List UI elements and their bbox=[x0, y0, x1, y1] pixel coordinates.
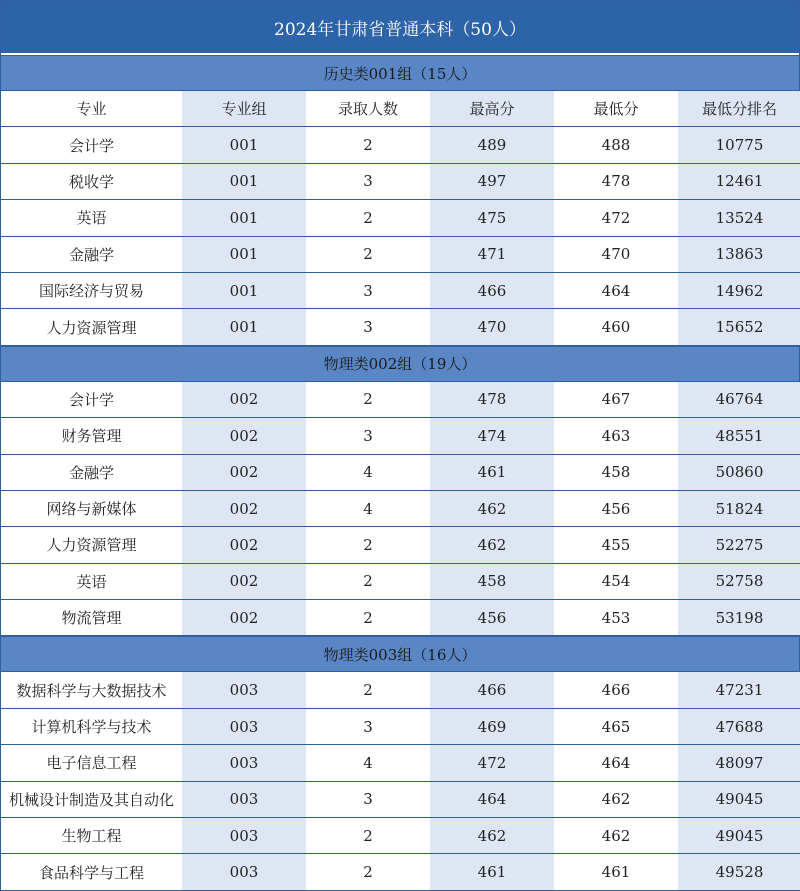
cell-min-rank: 49528 bbox=[678, 854, 800, 889]
cell-min-score: 470 bbox=[601, 245, 631, 264]
cell-major: 会计学 bbox=[68, 390, 114, 409]
cell-min-score: 454 bbox=[601, 572, 631, 591]
column-header-min-rank: 最低分排名 bbox=[678, 91, 800, 126]
cell-max-score: 497 bbox=[430, 164, 554, 199]
cell-max-score: 471 bbox=[430, 237, 554, 272]
cell-min-score: 466 bbox=[601, 681, 631, 700]
cell-admitted: 2 bbox=[363, 245, 373, 264]
column-header-major: 专业 bbox=[76, 100, 107, 119]
cell-major: 英语 bbox=[76, 209, 107, 228]
cell-max-score: 462 bbox=[430, 491, 554, 526]
cell-admitted: 3 bbox=[363, 318, 373, 337]
table-title: 2024年甘肃省普通本科（50人） bbox=[1, 1, 799, 55]
cell-max-score: 466 bbox=[430, 273, 554, 308]
cell-max-score: 489 bbox=[430, 127, 554, 162]
cell-min-score: 467 bbox=[601, 390, 631, 409]
cell-max-score: 464 bbox=[430, 782, 554, 817]
cell-max-score: 475 bbox=[430, 200, 554, 235]
cell-admitted: 2 bbox=[363, 681, 373, 700]
cell-min-score: 464 bbox=[601, 281, 631, 300]
cell-major: 机械设计制造及其自动化 bbox=[8, 790, 174, 809]
cell-group: 003 bbox=[182, 818, 306, 853]
cell-min-score: 462 bbox=[601, 826, 631, 845]
cell-min-rank: 49045 bbox=[678, 782, 800, 817]
cell-admitted: 2 bbox=[363, 572, 373, 591]
table-row bbox=[1, 600, 799, 636]
cell-min-score: 488 bbox=[601, 136, 631, 155]
cell-min-score: 460 bbox=[601, 318, 631, 337]
cell-min-score: 456 bbox=[601, 499, 631, 518]
cell-min-rank: 51824 bbox=[678, 491, 800, 526]
cell-major: 网络与新媒体 bbox=[46, 500, 137, 519]
cell-group: 002 bbox=[182, 418, 306, 453]
cell-group: 001 bbox=[182, 237, 306, 272]
column-header-max-score: 最高分 bbox=[430, 91, 554, 126]
cell-min-rank: 48097 bbox=[678, 745, 800, 780]
cell-admitted: 3 bbox=[363, 717, 373, 736]
table-row bbox=[1, 127, 799, 163]
cell-group: 003 bbox=[182, 745, 306, 780]
cell-admitted: 2 bbox=[363, 136, 373, 155]
cell-max-score: 461 bbox=[430, 455, 554, 490]
cell-max-score: 478 bbox=[430, 382, 554, 417]
cell-max-score: 461 bbox=[430, 854, 554, 889]
cell-major: 电子信息工程 bbox=[46, 754, 137, 773]
cell-min-rank: 46764 bbox=[678, 382, 800, 417]
table-row bbox=[1, 782, 799, 818]
cell-group: 002 bbox=[182, 564, 306, 599]
table-row bbox=[1, 273, 799, 309]
table-row bbox=[1, 418, 799, 454]
cell-admitted: 4 bbox=[363, 753, 373, 772]
column-header-group: 专业组 bbox=[182, 91, 306, 126]
table-row bbox=[1, 491, 799, 527]
cell-admitted: 2 bbox=[363, 390, 373, 409]
table-row bbox=[1, 745, 799, 781]
group-rows bbox=[1, 127, 799, 345]
table-row bbox=[1, 455, 799, 491]
cell-min-score: 463 bbox=[601, 426, 631, 445]
cell-group: 002 bbox=[182, 527, 306, 562]
table-row bbox=[1, 309, 799, 345]
cell-group: 001 bbox=[182, 127, 306, 162]
cell-min-score: 461 bbox=[601, 863, 631, 882]
cell-admitted: 4 bbox=[363, 463, 373, 482]
cell-group: 002 bbox=[182, 455, 306, 490]
cell-major: 人力资源管理 bbox=[46, 318, 137, 337]
cell-major: 生物工程 bbox=[61, 827, 122, 846]
table-row bbox=[1, 164, 799, 200]
cell-min-score: 464 bbox=[601, 753, 631, 772]
cell-group: 003 bbox=[182, 782, 306, 817]
cell-major: 人力资源管理 bbox=[46, 536, 137, 555]
cell-major: 财务管理 bbox=[61, 427, 122, 446]
table-row bbox=[1, 564, 799, 600]
cell-min-rank: 10775 bbox=[678, 127, 800, 162]
cell-group: 001 bbox=[182, 273, 306, 308]
table-row bbox=[1, 527, 799, 563]
cell-min-rank: 49045 bbox=[678, 818, 800, 853]
cell-min-score: 465 bbox=[601, 717, 631, 736]
cell-max-score: 474 bbox=[430, 418, 554, 453]
cell-min-rank: 14962 bbox=[678, 273, 800, 308]
cell-min-rank: 52275 bbox=[678, 527, 800, 562]
cell-major: 英语 bbox=[76, 572, 107, 591]
cell-group: 003 bbox=[182, 672, 306, 707]
column-header-row bbox=[1, 91, 799, 127]
table-row bbox=[1, 237, 799, 273]
cell-group: 001 bbox=[182, 200, 306, 235]
cell-major: 国际经济与贸易 bbox=[38, 282, 144, 301]
cell-major: 计算机科学与技术 bbox=[31, 718, 152, 737]
cell-major: 物流管理 bbox=[61, 609, 122, 628]
cell-max-score: 458 bbox=[430, 564, 554, 599]
cell-admitted: 2 bbox=[363, 826, 373, 845]
cell-major: 金融学 bbox=[68, 463, 114, 482]
cell-admitted: 4 bbox=[363, 499, 373, 518]
cell-admitted: 2 bbox=[363, 208, 373, 227]
cell-major: 数据科学与大数据技术 bbox=[16, 681, 167, 700]
cell-min-rank: 13863 bbox=[678, 237, 800, 272]
group-rows bbox=[1, 672, 799, 890]
cell-group: 003 bbox=[182, 854, 306, 889]
cell-min-score: 462 bbox=[601, 790, 631, 809]
cell-admitted: 2 bbox=[363, 535, 373, 554]
group-header: 物理类002组（19人） bbox=[1, 346, 799, 382]
cell-min-score: 472 bbox=[601, 208, 631, 227]
cell-min-score: 455 bbox=[601, 535, 631, 554]
cell-group: 003 bbox=[182, 709, 306, 744]
cell-min-rank: 50860 bbox=[678, 455, 800, 490]
cell-major: 金融学 bbox=[68, 245, 114, 264]
cell-min-rank: 53198 bbox=[678, 600, 800, 635]
cell-min-rank: 47231 bbox=[678, 672, 800, 707]
cell-group: 002 bbox=[182, 382, 306, 417]
table-row bbox=[1, 709, 799, 745]
table-row bbox=[1, 818, 799, 854]
table-row bbox=[1, 382, 799, 418]
table-row bbox=[1, 672, 799, 708]
group-header: 历史类001组（15人） bbox=[1, 55, 799, 91]
cell-max-score: 462 bbox=[430, 818, 554, 853]
cell-major: 食品科学与工程 bbox=[38, 863, 144, 882]
cell-max-score: 469 bbox=[430, 709, 554, 744]
cell-min-rank: 13524 bbox=[678, 200, 800, 235]
cell-max-score: 472 bbox=[430, 745, 554, 780]
cell-group: 002 bbox=[182, 491, 306, 526]
cell-min-rank: 47688 bbox=[678, 709, 800, 744]
cell-min-score: 458 bbox=[601, 463, 631, 482]
cell-admitted: 2 bbox=[363, 608, 373, 627]
table-row bbox=[1, 854, 799, 890]
cell-admitted: 2 bbox=[363, 863, 373, 882]
cell-major: 会计学 bbox=[68, 136, 114, 155]
cell-admitted: 3 bbox=[363, 426, 373, 445]
cell-min-rank: 48551 bbox=[678, 418, 800, 453]
cell-max-score: 456 bbox=[430, 600, 554, 635]
group-header: 物理类003组（16人） bbox=[1, 636, 799, 672]
cell-group: 001 bbox=[182, 309, 306, 344]
cell-min-rank: 12461 bbox=[678, 164, 800, 199]
cell-min-rank: 52758 bbox=[678, 564, 800, 599]
cell-group: 001 bbox=[182, 164, 306, 199]
cell-min-rank: 15652 bbox=[678, 309, 800, 344]
table-row bbox=[1, 200, 799, 236]
group-rows bbox=[1, 382, 799, 637]
column-header-admitted: 录取人数 bbox=[337, 100, 398, 119]
cell-admitted: 3 bbox=[363, 790, 373, 809]
cell-max-score: 470 bbox=[430, 309, 554, 344]
cell-admitted: 3 bbox=[363, 281, 373, 300]
cell-major: 税收学 bbox=[68, 172, 114, 191]
cell-max-score: 466 bbox=[430, 672, 554, 707]
cell-max-score: 462 bbox=[430, 527, 554, 562]
cell-admitted: 3 bbox=[363, 172, 373, 191]
cell-group: 002 bbox=[182, 600, 306, 635]
cell-min-score: 478 bbox=[601, 172, 631, 191]
column-header-min-score: 最低分 bbox=[593, 100, 639, 119]
cell-min-score: 453 bbox=[601, 608, 631, 627]
